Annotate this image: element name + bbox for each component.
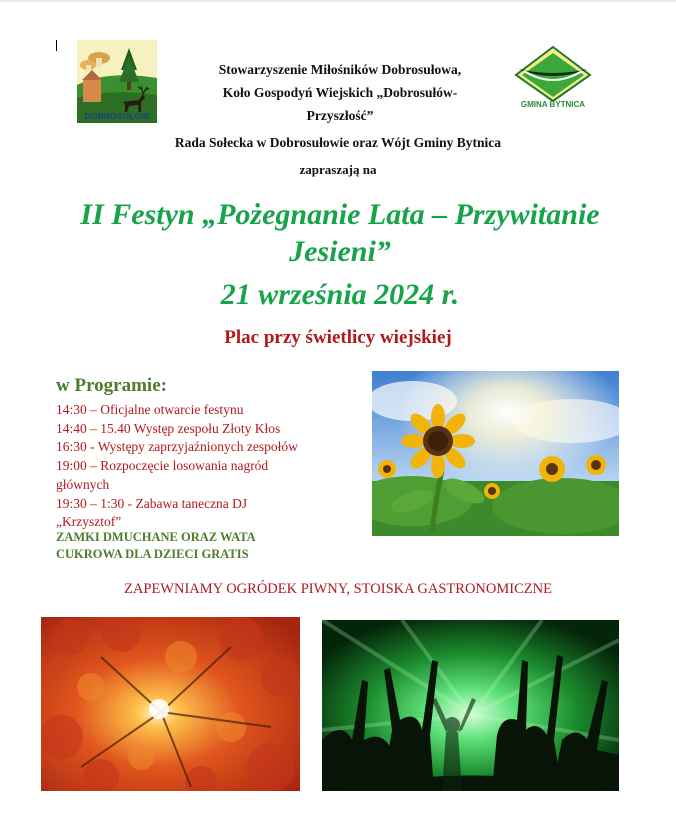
event-location: Plac przy świetlicy wiejskiej	[224, 327, 452, 348]
sunflower-photo-icon	[372, 371, 619, 536]
program-item: 19:00 – Rozpoczęcie losowania nagród	[56, 458, 269, 474]
kids-attractions-note	[56, 529, 366, 563]
program-item: 14:30 – Oficjalne otwarcie festynu	[56, 402, 244, 417]
festival-title-line-2: Jesieni”	[289, 235, 391, 268]
dobrosulow-logo	[77, 40, 157, 123]
program-item: 14:40 – 15.40 Występ zespołu Złoty Kłos	[56, 420, 281, 436]
text-cursor	[56, 40, 57, 51]
autumn-tree-photo	[41, 617, 300, 791]
program-item: 19:30 – 1:30 - Zabawa taneczna DJ	[56, 495, 248, 511]
sunflower-photo	[372, 371, 619, 536]
dancing-crowd-photo	[322, 620, 619, 791]
program-item: „Krzysztof”	[56, 514, 122, 530]
dobrosulow-logo-text: DOBROSUŁÓW	[84, 111, 150, 121]
kids-attractions-line-2: CUKROWA DLA DZIECI GRATIS	[56, 547, 249, 561]
gmina-bytnica-logo-text: GMINA BYTNICA	[520, 100, 586, 109]
organizers-line-2: Koło Gospodyń Wiejskich „Dobrosułów-	[222, 85, 458, 100]
gmina-emblem-icon	[514, 45, 592, 103]
organizers-line-1: Stowarzyszenie Miłośników Dobrosułowa,	[218, 62, 462, 77]
program-item: 16:30 - Występy zaprzyjaźnionych zespołów	[56, 439, 298, 455]
festival-date: 21 września 2024 r.	[220, 278, 460, 311]
organizers-line-3: Przyszłość”	[306, 108, 374, 123]
program-heading: w Programie:	[56, 375, 167, 396]
kids-attractions-line-1: ZAMKI DMUCHANE ORAZ WATA	[56, 530, 256, 544]
program-item: głównych	[56, 476, 110, 492]
organizers-line-4: Rada Sołecka w Dobrosułowie oraz Wójt Gminy Bytnica	[174, 135, 502, 150]
invite-text: zapraszają na	[299, 162, 377, 177]
catering-info: ZAPEWNIAMY OGRÓDEK PIWNY, STOISKA GASTRONOMICZNE	[124, 581, 552, 597]
autumn-tree-photo-icon	[41, 617, 300, 791]
gmina-bytnica-logo	[514, 45, 592, 115]
program-list	[56, 401, 356, 532]
organizers-block	[170, 58, 510, 127]
festival-title	[60, 196, 620, 270]
dancing-crowd-photo-icon	[322, 620, 619, 791]
page-top-border	[0, 0, 676, 2]
festival-title-line-1: II Festyn „Pożegnanie Lata – Przywitanie	[80, 198, 600, 231]
